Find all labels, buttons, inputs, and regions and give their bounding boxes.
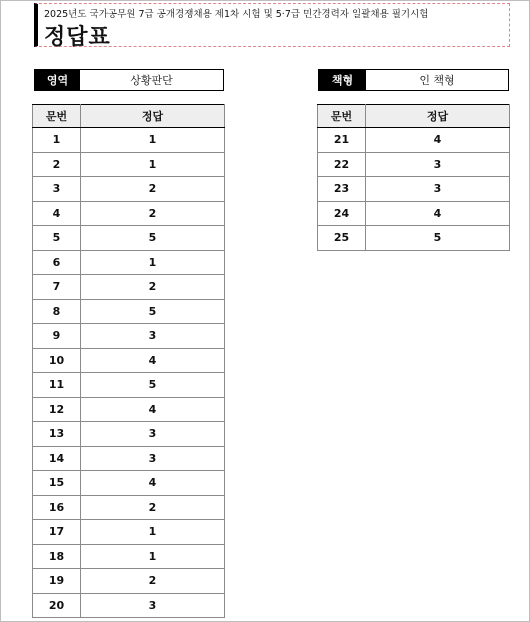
- answer-cell: 4: [81, 471, 225, 496]
- answer-cell: 1: [81, 250, 225, 275]
- table-row: [33, 593, 225, 618]
- answer-cell: 2: [81, 569, 225, 594]
- answer-cell: 3: [366, 177, 510, 202]
- table-header-row: [318, 105, 510, 128]
- answer-cell: 4: [366, 128, 510, 153]
- question-number-cell: 5: [33, 226, 81, 251]
- table-row: [33, 471, 225, 496]
- question-number-cell: 15: [33, 471, 81, 496]
- table-row: [33, 373, 225, 398]
- answer-cell: 1: [81, 520, 225, 545]
- answer-cell: 3: [366, 152, 510, 177]
- question-number-cell: 16: [33, 495, 81, 520]
- question-number-cell: 24: [318, 201, 366, 226]
- question-number-cell: 22: [318, 152, 366, 177]
- column-header-number: 문번: [318, 105, 366, 128]
- table-row: [33, 348, 225, 373]
- booklet-label: 책형: [319, 70, 366, 90]
- question-number-cell: 11: [33, 373, 81, 398]
- booklet-info-box: [318, 69, 509, 91]
- table-row: [318, 128, 510, 153]
- question-number-cell: 23: [318, 177, 366, 202]
- area-info-box: [34, 69, 224, 91]
- column-header-answer: 정답: [81, 105, 225, 128]
- table-row: [33, 299, 225, 324]
- question-number-cell: 2: [33, 152, 81, 177]
- answer-table-left: [32, 104, 225, 618]
- answer-cell: 2: [81, 201, 225, 226]
- question-number-cell: 4: [33, 201, 81, 226]
- question-number-cell: 17: [33, 520, 81, 545]
- question-number-cell: 3: [33, 177, 81, 202]
- table-row: [33, 520, 225, 545]
- table-row: [33, 324, 225, 349]
- answer-cell: 4: [366, 201, 510, 226]
- answer-cell: 2: [81, 495, 225, 520]
- answer-cell: 2: [81, 275, 225, 300]
- question-number-cell: 13: [33, 422, 81, 447]
- table-row: [33, 152, 225, 177]
- table-row: [318, 152, 510, 177]
- answer-cell: 1: [81, 544, 225, 569]
- document-header: [34, 3, 510, 50]
- answer-cell: 4: [81, 397, 225, 422]
- answer-cell: 5: [81, 373, 225, 398]
- table-row: [33, 128, 225, 153]
- answer-cell: 4: [81, 348, 225, 373]
- question-number-cell: 14: [33, 446, 81, 471]
- answer-cell: 5: [366, 226, 510, 251]
- question-number-cell: 18: [33, 544, 81, 569]
- table-header-row: [33, 105, 225, 128]
- table-row: [33, 544, 225, 569]
- question-number-cell: 1: [33, 128, 81, 153]
- answer-cell: 3: [81, 593, 225, 618]
- answer-table-right: [317, 104, 510, 251]
- column-header-answer: 정답: [366, 105, 510, 128]
- question-number-cell: 8: [33, 299, 81, 324]
- question-number-cell: 21: [318, 128, 366, 153]
- table-row: [33, 569, 225, 594]
- table-row: [33, 495, 225, 520]
- question-number-cell: 7: [33, 275, 81, 300]
- table-row: [318, 226, 510, 251]
- answer-cell: 2: [81, 177, 225, 202]
- table-row: [33, 446, 225, 471]
- answer-cell: 3: [81, 324, 225, 349]
- answer-cell: 1: [81, 128, 225, 153]
- question-number-cell: 25: [318, 226, 366, 251]
- area-value: 상황판단: [130, 74, 173, 87]
- table-row: [33, 201, 225, 226]
- table-row: [33, 397, 225, 422]
- answer-cell: 3: [81, 446, 225, 471]
- booklet-value: 인 책형: [419, 74, 455, 87]
- question-number-cell: 20: [33, 593, 81, 618]
- question-number-cell: 12: [33, 397, 81, 422]
- table-row: [318, 177, 510, 202]
- question-number-cell: 19: [33, 569, 81, 594]
- table-row: [33, 226, 225, 251]
- table-row: [33, 422, 225, 447]
- area-label: 영역: [35, 70, 80, 90]
- answer-cell: 1: [81, 152, 225, 177]
- table-row: [33, 250, 225, 275]
- exam-subtitle: 2025년도 국가공무원 7급 공개경쟁채용 제1차 시험 및 5·7급 민간경력자 일괄채용 필기시험: [44, 9, 429, 20]
- question-number-cell: 6: [33, 250, 81, 275]
- table-row: [33, 275, 225, 300]
- question-number-cell: 10: [33, 348, 81, 373]
- table-row: [318, 201, 510, 226]
- page-title: 정답표: [44, 25, 111, 50]
- answer-cell: 3: [81, 422, 225, 447]
- answer-cell: 5: [81, 299, 225, 324]
- table-row: [33, 177, 225, 202]
- question-number-cell: 9: [33, 324, 81, 349]
- column-header-number: 문번: [33, 105, 81, 128]
- answer-cell: 5: [81, 226, 225, 251]
